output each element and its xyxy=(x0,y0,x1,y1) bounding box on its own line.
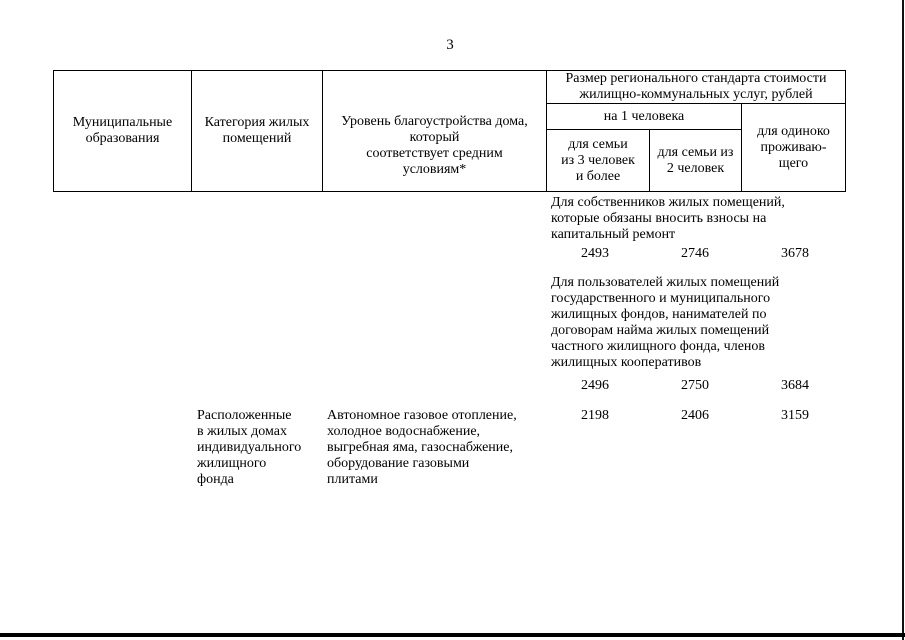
header-municipal-cell xyxy=(53,70,192,192)
scan-edge-right xyxy=(902,0,904,640)
header-category: Категория жилых помещений xyxy=(204,115,310,146)
section-caption: Для собственников жилых помещений, которые обязаны вносить взносы на капитальный ремонт xyxy=(551,195,785,242)
value-family2: 2750 xyxy=(681,378,709,393)
header-per-person: на 1 человека xyxy=(603,108,685,124)
scan-edge-bottom xyxy=(0,633,905,637)
page-number: 3 xyxy=(446,37,454,53)
header-single: для одиноко проживаю- щего xyxy=(757,123,830,171)
header-municipal: Муниципальные образования xyxy=(72,115,173,146)
header-standard: Размер регионального стандарта стоимости жилищно-коммунальных услуг, рублей xyxy=(565,71,827,102)
value-family2: 2406 xyxy=(681,408,709,423)
value-single: 3678 xyxy=(781,246,809,261)
section-caption: Для пользователей жилых помещений государственного и муниципального жилищных фондов, нанимателей по договорам найма жилых помещений частного жилищного фонда, членов жилищных кооперативов xyxy=(551,275,780,370)
value-family3: 2493 xyxy=(581,246,609,261)
value-single: 3684 xyxy=(781,378,809,393)
header-standard-cell xyxy=(547,70,846,104)
row-category: Расположенные в жилых домах индивидуального жилищного фонда xyxy=(197,408,302,487)
header-per-person-cell xyxy=(547,104,742,130)
value-single: 3159 xyxy=(781,408,809,423)
header-family2: для семьи из 2 человек xyxy=(657,144,734,176)
header-family3-cell xyxy=(547,130,650,192)
header-category-cell xyxy=(192,70,323,192)
header-level: Уровень благоустройства дома, который соответствует средним условиям* xyxy=(341,114,528,177)
header-single-cell xyxy=(742,104,846,192)
header-family2-cell xyxy=(650,130,742,192)
value-family3: 2198 xyxy=(581,408,609,423)
value-family3: 2496 xyxy=(581,378,609,393)
header-level-cell xyxy=(323,70,547,192)
row-level: Автономное газовое отопление, холодное водоснабжение, выгребная яма, газоснабжение, оборудование газовыми плитами xyxy=(327,408,517,487)
value-family2: 2746 xyxy=(681,246,709,261)
header-family3: для семьи из 3 человек и более xyxy=(561,136,635,184)
